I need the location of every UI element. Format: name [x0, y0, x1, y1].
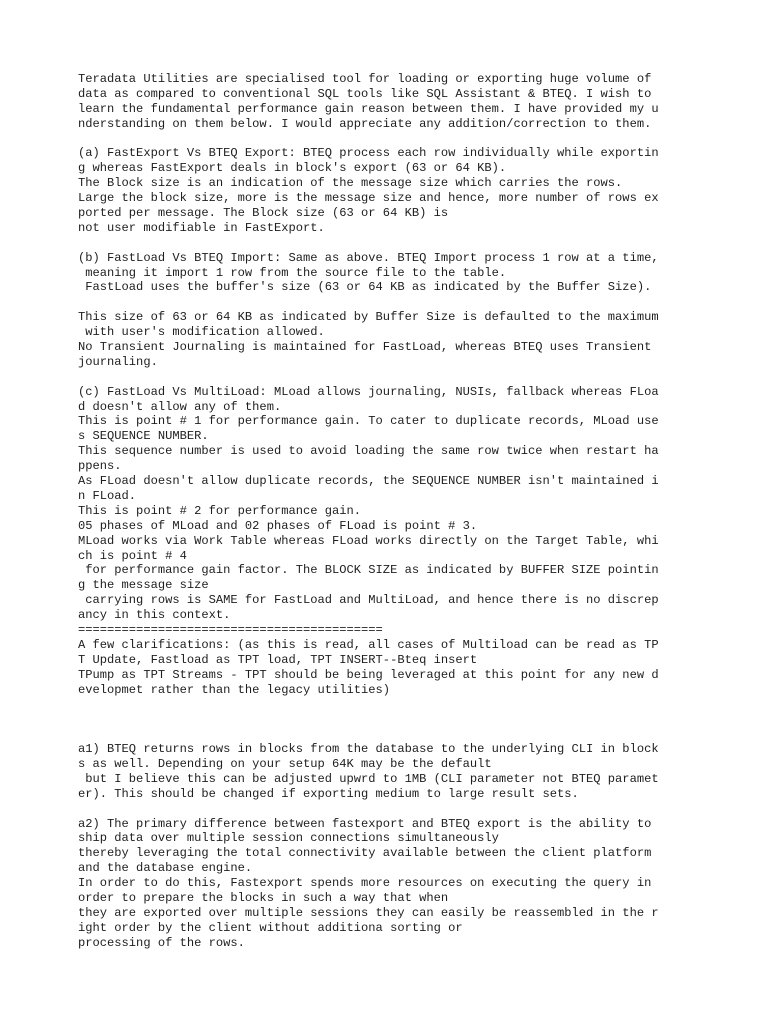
text-line: This is point # 1 for performance gain. To cater to duplicate records, MLoad use	[78, 414, 659, 429]
text-line: Teradata Utilities are specialised tool for loading or exporting huge volume of	[78, 72, 652, 86]
text-line: ppens.	[78, 459, 122, 474]
text-line: ight order by the client without additiona sorting or	[78, 920, 463, 935]
fastload-vs-multiload-paragraph	[78, 385, 698, 698]
text-line: (a) FastExport Vs BTEQ Export: BTEQ process each row individually while exportin	[78, 146, 659, 161]
text-line: The Block size is an indication of the message size which carries the rows.	[78, 176, 623, 191]
text-line: A few clarifications: (as this is read, all cases of Multiload can be read as TP	[78, 637, 659, 652]
text-line: TPump as TPT Streams - TPT should be being leveraged at this point for any new d	[78, 667, 659, 682]
text-line: not user modifiable in FastExport.	[78, 220, 325, 235]
text-line: for performance gain factor. The BLOCK SIZE as indicated by BUFFER SIZE pointin	[78, 563, 659, 578]
text-line: carrying rows is SAME for FastLoad and MultiLoad, and hence there is no discrep	[78, 593, 659, 608]
text-line: n FLoad.	[78, 488, 137, 503]
a2-paragraph	[78, 817, 698, 951]
text-line: No Transient Journaling is maintained for FastLoad, whereas BTEQ uses Transient	[78, 340, 652, 355]
fastload-vs-bteq-paragraph	[78, 251, 698, 296]
text-line: data as compared to conventional SQL tools like SQL Assistant & BTEQ. I wish to	[78, 86, 652, 101]
text-line: they are exported over multiple sessions they can easily be reassembled in the r	[78, 905, 659, 920]
text-line: 05 phases of MLoad and 02 phases of FLoad is point # 3.	[78, 518, 478, 533]
text-line: a2) The primary difference between fastexport and BTEQ export is the ability to	[78, 816, 652, 831]
text-line: evelopmet rather than the legacy utilities)	[78, 682, 391, 697]
text-line: (b) FastLoad Vs BTEQ Import: Same as above. BTEQ Import process 1 row at a time,	[78, 250, 659, 265]
text-line: This sequence number is used to avoid loading the same row twice when restart ha	[78, 444, 659, 459]
paragraph-spacer	[78, 802, 698, 817]
paragraph-spacer	[78, 295, 698, 310]
separator-line: ==========================================	[78, 622, 383, 637]
text-line: processing of the rows.	[78, 935, 245, 950]
text-line: Large the block size, more is the message size and hence, more number of rows ex	[78, 191, 659, 206]
text-line: s as well. Depending on your setup 64K may be the default	[78, 756, 492, 771]
text-line: T Update, Fastload as TPT load, TPT INSERT--Bteq insert	[78, 652, 478, 667]
text-line: nderstanding on them below. I would appreciate any addition/correction to them.	[78, 116, 652, 131]
text-line: with user's modification allowed.	[78, 325, 325, 340]
text-line: but I believe this can be adjusted upwrd to 1MB (CLI parameter not BTEQ paramet	[78, 771, 659, 786]
document-body	[78, 72, 698, 951]
text-line: FastLoad uses the buffer's size (63 or 64 KB as indicated by the Buffer Size).	[78, 280, 652, 295]
intro-paragraph	[78, 72, 698, 132]
text-line: MLoad works via Work Table whereas FLoad works directly on the Target Table, whi	[78, 533, 659, 548]
a1-paragraph	[78, 742, 698, 802]
text-line: In order to do this, Fastexport spends more resources on executing the query in	[78, 876, 652, 891]
text-line: ancy in this context.	[78, 608, 231, 623]
text-line: thereby leveraging the total connectivity available between the client platform	[78, 846, 652, 861]
text-line: g the message size	[78, 578, 209, 593]
paragraph-spacer	[78, 236, 698, 251]
text-line: journaling.	[78, 354, 158, 369]
text-line: As FLoad doesn't allow duplicate records, the SEQUENCE NUMBER isn't maintained i	[78, 474, 659, 489]
text-line: ship data over multiple session connections simultaneously	[78, 831, 499, 846]
paragraph-spacer	[78, 132, 698, 147]
text-line: a1) BTEQ returns rows in blocks from the database to the underlying CLI in block	[78, 742, 659, 757]
paragraph-spacer	[78, 370, 698, 385]
paragraph-spacer	[78, 697, 698, 742]
text-line: order to prepare the blocks in such a way that when	[78, 891, 449, 905]
text-line: This is point # 2 for performance gain.	[78, 503, 362, 518]
text-line: learn the fundamental performance gain reason between them. I have provided my u	[78, 101, 659, 116]
buffer-size-paragraph	[78, 310, 698, 370]
text-line: ported per message. The Block size (63 or 64 KB) is	[78, 206, 449, 221]
text-line: er). This should be changed if exporting medium to large result sets.	[78, 786, 579, 801]
text-line: This size of 63 or 64 KB as indicated by Buffer Size is defaulted to the maximum	[78, 310, 659, 325]
text-line: and the database engine.	[78, 861, 253, 876]
text-line: (c) FastLoad Vs MultiLoad: MLoad allows journaling, NUSIs, fallback whereas FLoa	[78, 384, 659, 399]
text-line: s SEQUENCE NUMBER.	[78, 429, 209, 444]
text-line: meaning it import 1 row from the source file to the table.	[78, 265, 507, 280]
text-line: d doesn't allow any of them.	[78, 399, 282, 414]
fastexport-vs-bteq-paragraph	[78, 146, 698, 235]
text-line: ch is point # 4	[78, 548, 187, 563]
text-line: g whereas FastExport deals in block's export (63 or 64 KB).	[78, 161, 507, 176]
